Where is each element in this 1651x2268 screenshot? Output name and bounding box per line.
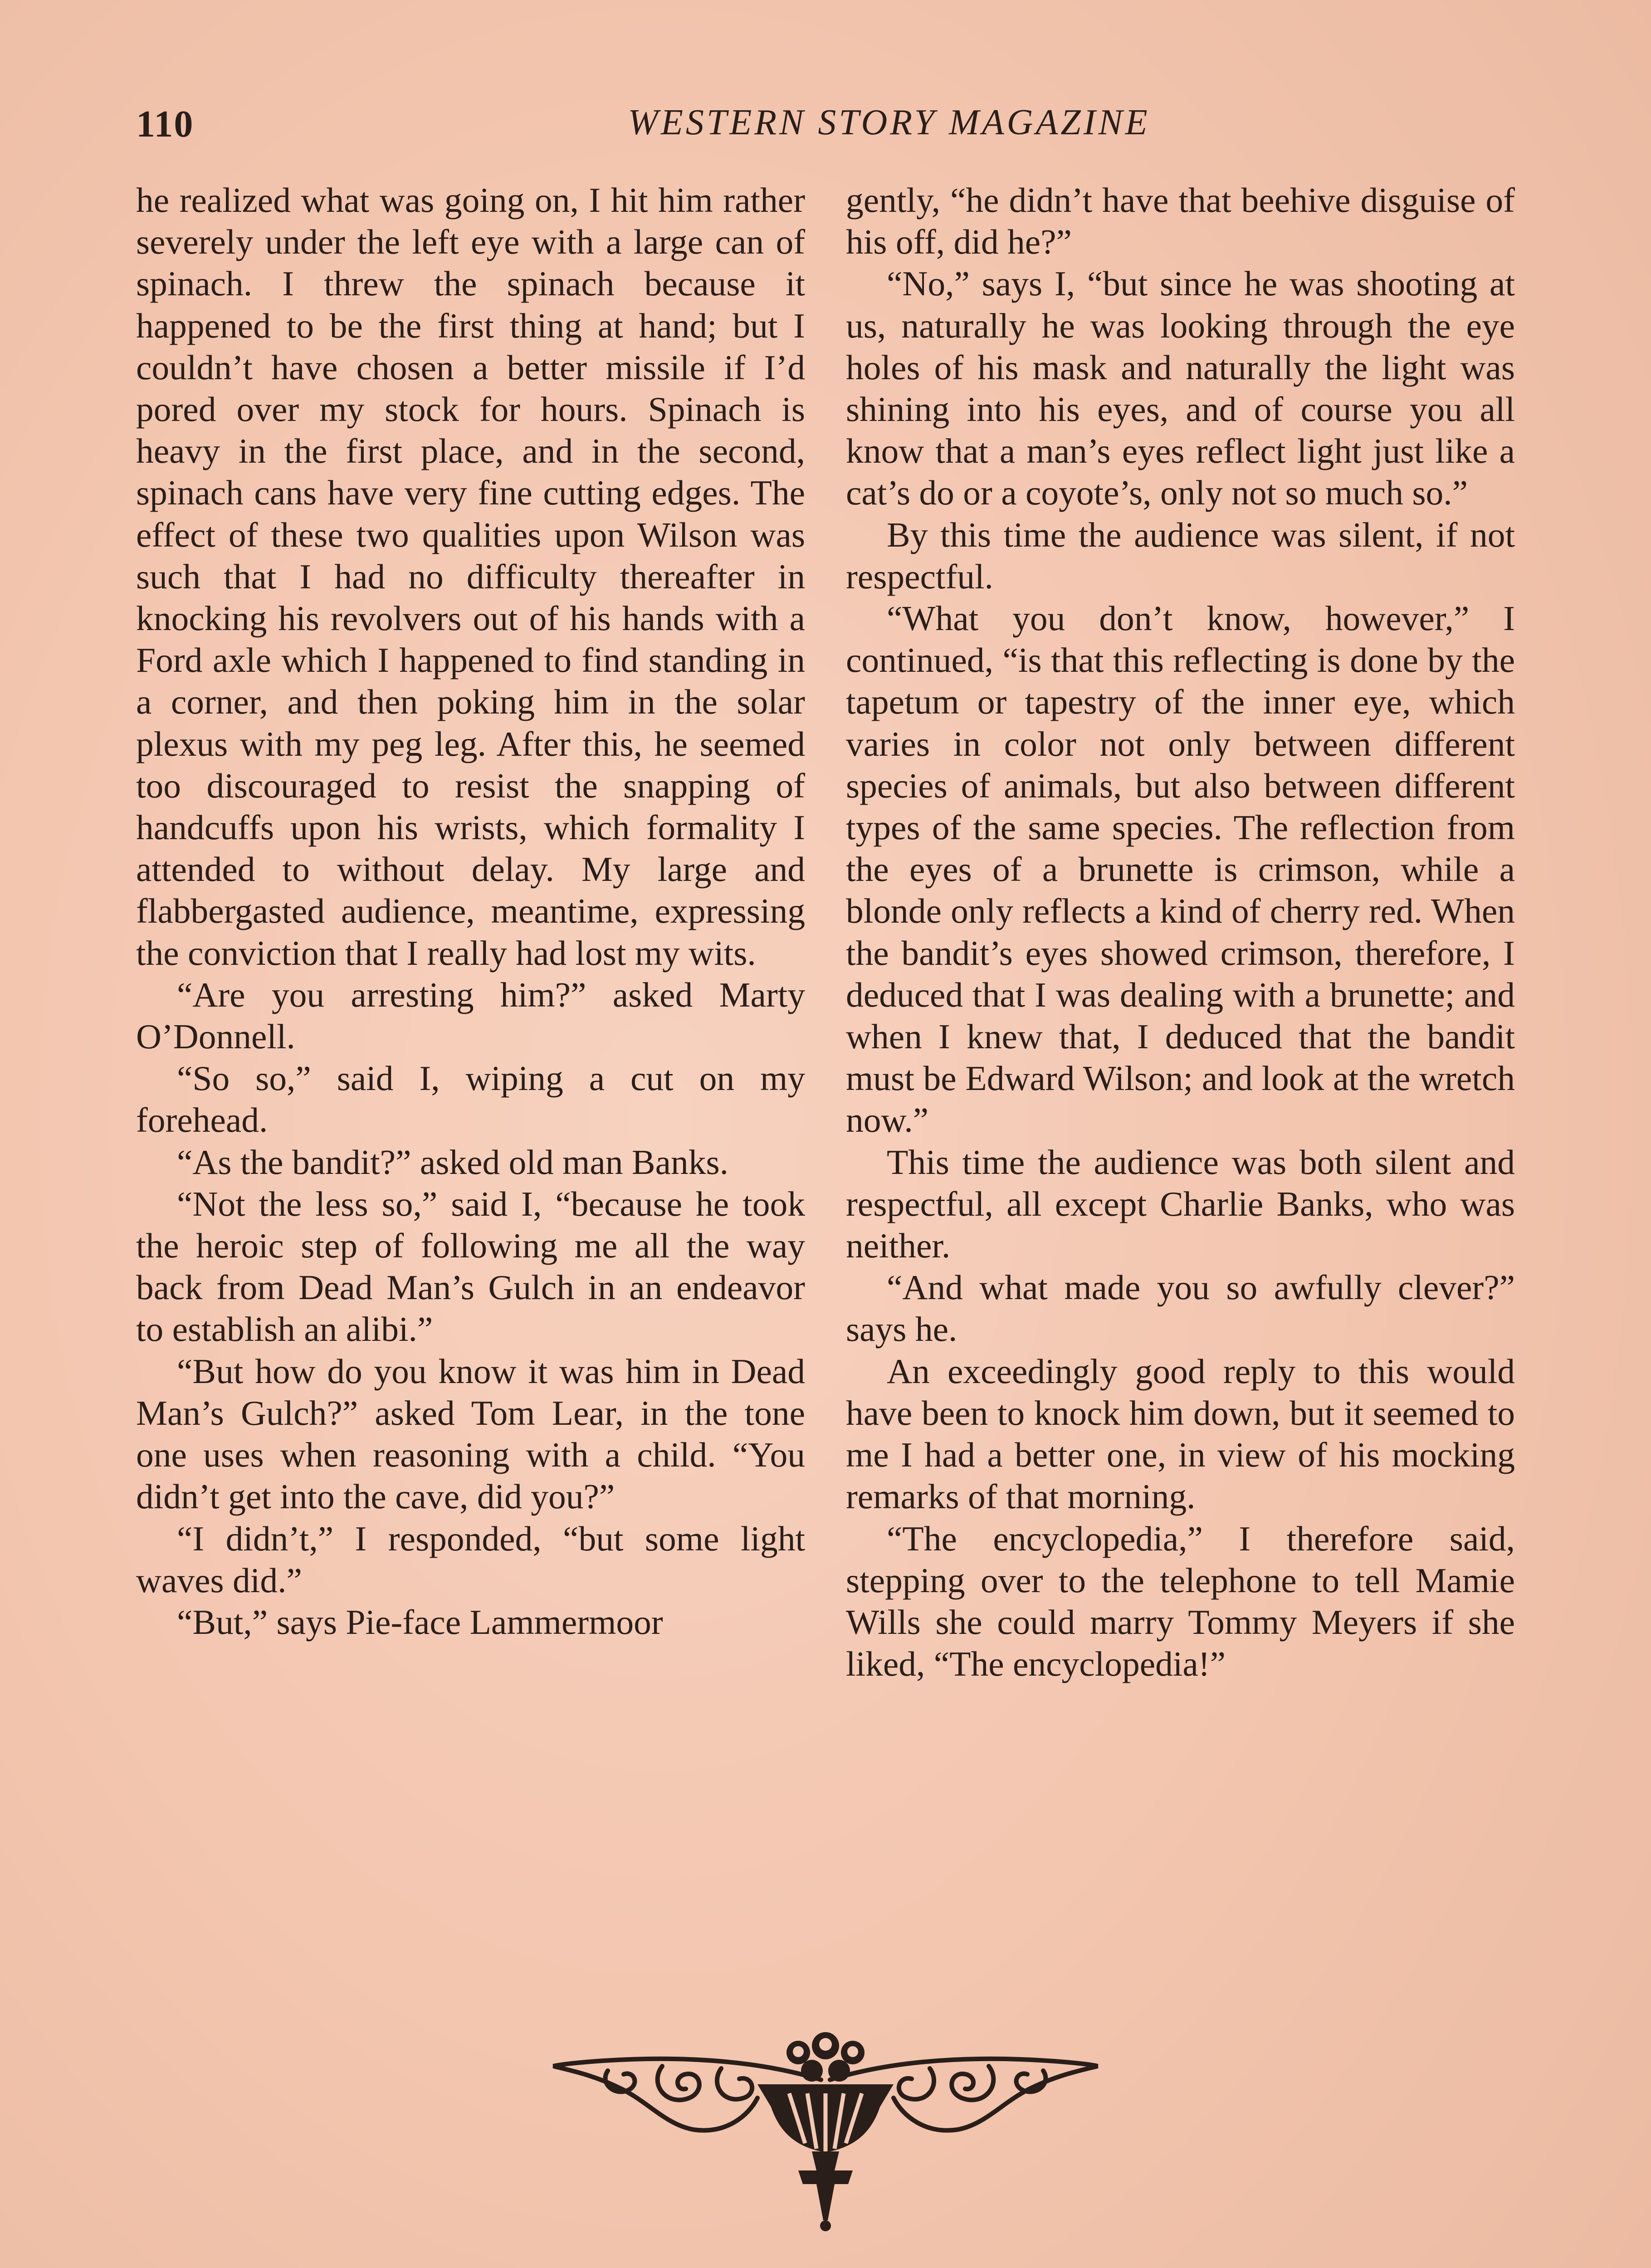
page-header [136,102,1506,152]
paragraph: he realized what was going on, I hit him rather severely under the left eye with a large can of spinach. I threw the spinach because it happened to be the first thing at hand; but I couldn’t have chosen a better missile if I’d pored over my stock for hours. Spinach is heavy in the first place, and in the second, spinach cans have very fine cutting edges. The effect of these two qualities upon Wilson was such that I had no difficulty thereafter in knocking his revolvers out of his hands with a Ford axle which I happened to find standing in a corner, and then poking him in the solar plexus with my peg leg. After this, he seemed too discouraged to resist the snapping of handcuffs upon his wrists, which formality I attended to without delay. My large and flabbergasted audience, meantime, expressing the conviction that I really had lost my wits. [136,181,805,973]
urn-scroll-ornament-icon [544,2021,1107,2239]
paragraph: “And what made you so awfully clever?” says he. [846,1268,1515,1349]
paragraph: “What you don’t know, however,” I continued, “is that this reflecting is done by the tapetum or tapestry of the inner eye, which varies in color not only between different species of animals, but also between different types of the same species. The reflection from the eyes of a brunette is crimson, while a blonde only reflects a kind of cherry red. When the bandit’s eyes showed crimson, therefore, I deduced that I was dealing with a brunette; and when I knew that, I deduced that the bandit must be Edward Wilson; and look at the wretch now.” [846,599,1515,1140]
paragraph: “No,” says I, “but since he was shooting at us, naturally he was looking through the eye holes of his mask and naturally the light was shining into his eyes, and of course you all know that a man’s eyes reflect light just like a cat’s do or a coyote’s, only not so much so.” [846,264,1515,513]
paragraph: By this time the audience was silent, if not respectful. [846,515,1515,596]
paragraph: “So so,” said I, wiping a cut on my forehead. [136,1059,805,1140]
paragraph: “The encyclopedia,” I therefore said, stepping over to the telephone to tell Mamie Wills she could marry Tommy Meyers if she liked, “The encyclopedia!” [846,1519,1515,1684]
paragraph: “But,” says Pie-face Lammermoor [177,1602,663,1642]
paragraph: “As the bandit?” asked old man Banks. [177,1142,729,1182]
page-number: 110 [136,103,194,145]
paragraph: “Are you arresting him?” asked Marty O’Donnell. [136,975,805,1056]
left-column [136,179,805,1643]
paragraph: An exceedingly good reply to this would have been to knock him down, but it seemed to me I had a better one, in view of his mocking remarks of that morning. [846,1351,1515,1516]
paragraph: “I didn’t,” I responded, “but some light waves did.” [136,1519,805,1600]
paragraph: gently, “he didn’t have that beehive disguise of his off, did he?” [846,181,1515,262]
running-title: WESTERN STORY MAGAZINE [628,103,1150,142]
paragraph: “Not the less so,” said I, “because he took the heroic step of following me all the way back from Dead Man’s Gulch in an endeavor to establish an alibi.” [136,1184,805,1349]
right-column [846,179,1515,1685]
paragraph: This time the audience was both silent and respectful, all except Charlie Banks, who was neither. [846,1142,1515,1266]
paragraph: “But how do you know it was him in Dead Man’s Gulch?” asked Tom Lear, in the tone one uses when reasoning with a child. “You didn’t get into the cave, did you?” [136,1351,805,1516]
